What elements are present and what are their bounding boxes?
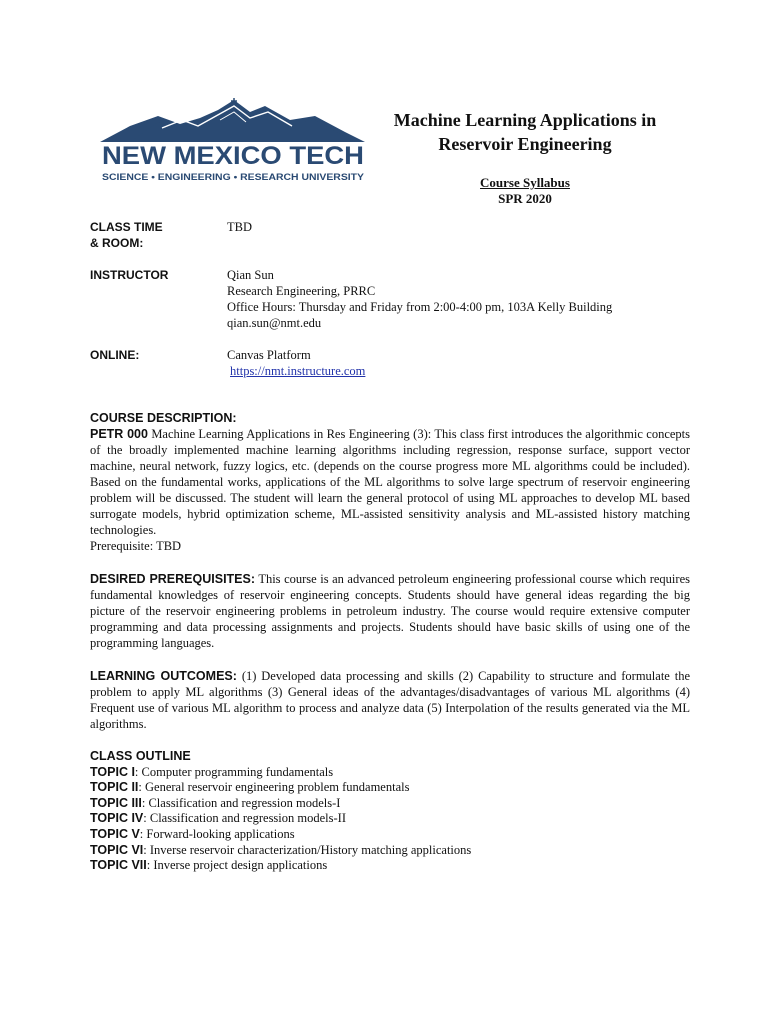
topic-text: : Forward-looking applications	[139, 826, 295, 841]
topic-item	[90, 827, 690, 843]
learning-outcomes-heading: LEARNING OUTCOMES:	[90, 669, 237, 683]
class-time-label-line-1: CLASS TIME	[90, 220, 163, 234]
instructor-name: Qian Sun	[227, 268, 274, 282]
topic-label: TOPIC VII	[90, 858, 147, 873]
online-details	[227, 347, 687, 379]
topic-label: TOPIC III	[90, 795, 142, 810]
course-description-heading: COURSE DESCRIPTION:	[90, 411, 237, 425]
online-platform: Canvas Platform	[227, 348, 311, 362]
new-mexico-tech-logo	[100, 98, 370, 188]
term-label: SPR 2020	[498, 191, 552, 206]
class-outline-section	[90, 749, 690, 874]
title-block	[372, 108, 678, 207]
class-outline-heading: CLASS OUTLINE	[90, 749, 191, 763]
course-title	[372, 108, 678, 156]
course-title-line-1: Machine Learning Applications in	[393, 110, 657, 130]
course-title-line-2: Reservoir Engineering	[438, 134, 612, 154]
topic-item	[90, 765, 690, 781]
instructor-row	[90, 267, 690, 333]
online-row	[90, 347, 690, 381]
course-description-text	[90, 426, 690, 538]
instructor-affiliation: Research Engineering, PRRC	[227, 284, 376, 298]
course-description-section	[90, 410, 690, 554]
course-syllabus-label: Course Syllabus	[480, 175, 570, 190]
topic-text: : Classification and regression models-I	[141, 795, 341, 810]
topic-item	[90, 780, 690, 796]
topic-text: : Inverse reservoir characterization/History matching applications	[143, 842, 472, 857]
online-label: ONLINE:	[90, 348, 140, 362]
logo-wordmark: NEW MEXICO TECH	[102, 142, 364, 170]
office-hours: Office Hours: Thursday and Friday from 2:00-4:00 pm, 103A Kelly Building	[227, 300, 613, 314]
learning-outcomes-text: (1) Developed data processing and skills (2) Capability to structure and formulate the problem to apply ML algorithms (3) General ideas of the advantages/disadvantages of various ML algorithms (4) Frequent use of various ML algorithm to process and analyze data (5) Interpolation of the results generated via the ML algorithms.	[90, 669, 690, 731]
class-time-row	[90, 219, 690, 253]
canvas-link[interactable]: https://nmt.instructure.com	[230, 364, 366, 378]
topic-label: TOPIC V	[90, 826, 140, 841]
instructor-email[interactable]: qian.sun@nmt.edu	[227, 316, 322, 330]
topic-label: TOPIC I	[90, 764, 135, 779]
topic-label: TOPIC VI	[90, 842, 144, 857]
topic-text: : Inverse project design applications	[146, 858, 328, 873]
class-time-label	[90, 219, 220, 251]
topic-item	[90, 811, 690, 827]
topic-text: : Computer programming fundamentals	[134, 764, 334, 779]
topic-text: : Classification and regression models-II	[143, 811, 346, 826]
desired-prerequisites-heading: DESIRED PREREQUISITES:	[90, 572, 256, 586]
class-time-value: TBD	[227, 220, 252, 234]
instructor-label: INSTRUCTOR	[90, 268, 169, 282]
topic-label: TOPIC IV	[90, 811, 144, 826]
desired-prerequisites-section	[90, 571, 690, 651]
topic-item	[90, 796, 690, 812]
topic-label: TOPIC II	[90, 780, 139, 795]
topic-item	[90, 843, 690, 859]
learning-outcomes-section	[90, 668, 690, 732]
prerequisite-text: Prerequisite: TBD	[90, 539, 182, 553]
course-description-body: Machine Learning Applications in Res Engineering (3): This class first introduces the algorithmic concepts of the broadly implemented machine learning algorithms including regression, response surface, support vector machine, neural network, fuzzy logics, etc. (depends on the course progress more ML algorithms could be included). Based on the fundamental works, applications of the ML algorithms to solve large spectrum of reservoir engineering problem will be discussed. The student will learn the general protocol of using ML approaches to develop ML based surrogate models, hybrid optimization scheme, ML-assisted sensitivity analysis and ML-assisted history matching technologies.	[90, 427, 691, 537]
topic-item	[90, 858, 690, 874]
course-code: PETR 000	[90, 427, 148, 441]
logo-tagline: SCIENCE • ENGINEERING • RESEARCH UNIVERSITY	[102, 172, 365, 183]
desired-prerequisites-text: This course is an advanced petroleum engineering professional course which requires fundamental knowledges of reservoir engineering concepts. Students should have general ideas regarding the big picture of the reservoir engineering problems in petroleum industry. The course would require extensive computer programming and data processing assignments and projects. Students should have basic skills of using one of the programming languages.	[90, 572, 690, 650]
topic-text: : General reservoir engineering problem fundamentals	[138, 780, 410, 795]
class-time-label-line-2: & ROOM:	[90, 236, 144, 250]
instructor-details	[227, 267, 687, 331]
